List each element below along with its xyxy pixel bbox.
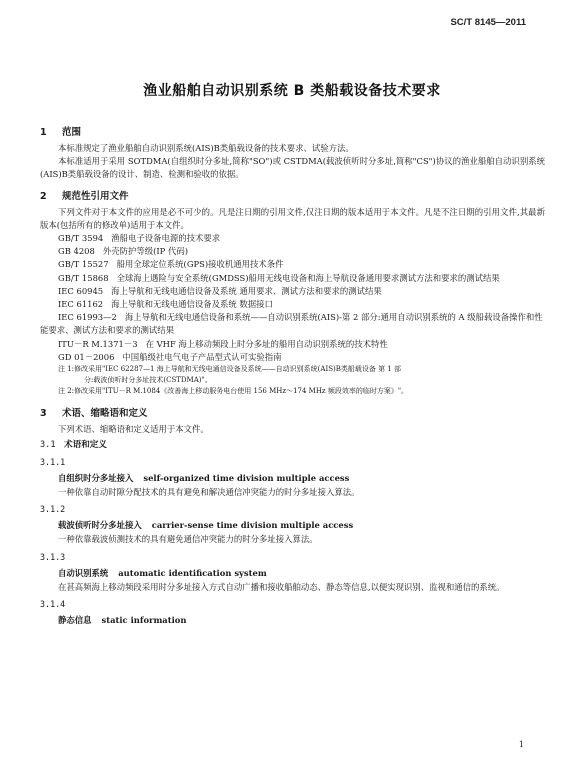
standard-code: SC/T 8145—2011 xyxy=(450,17,526,28)
reference-code: GB/T 3594 xyxy=(58,233,104,244)
reference-code: GB 4208 xyxy=(58,246,95,257)
reference-code: IEC 61162 xyxy=(58,299,104,310)
section-3-heading xyxy=(40,405,545,419)
term-en: static information xyxy=(101,614,187,625)
reference-code: ITU－R M.1371－3 xyxy=(58,338,138,349)
term-zh: 自组织时分多址接入 xyxy=(58,473,134,484)
reference-item xyxy=(40,272,545,285)
term-heading xyxy=(58,471,545,485)
document-body xyxy=(40,118,545,628)
reference-item xyxy=(58,245,545,258)
paragraph: 本标准适用于采用 SOTDMA(自组织时分多址,简称"SO")或 CSTDMA(载波侦听时分多址,简称"CS")协议的渔业船舶自动识别系统(AIS)B类船载设备的设计、制造、检测和验收的依据。 xyxy=(40,156,545,180)
reference-item xyxy=(58,298,545,311)
reference-code: IEC 61993—2 xyxy=(58,312,117,323)
term-heading xyxy=(58,566,545,580)
reference-title: 海上导航和无线电通信设备和系统——自动识别系统(AIS)-第 2 部分:通用自动识别系统的 A 级船载设备操作和性能要求、测试方法和要求的测试结果 xyxy=(40,312,543,336)
paragraph: 下列文件对于本文件的应用是必不可少的。凡是注日期的引用文件,仅注日期的版本适用于本文件。凡是不注日期的引用文件,其最新版本(包括所有的修改单)适用于本文件。 xyxy=(40,206,545,230)
document-title: 渔业船舶自动识别系统 B 类船载设备技术要求 xyxy=(143,83,441,99)
reference-title: 外壳防护等级(IP 代码) xyxy=(102,246,188,257)
section-title: 范围 xyxy=(62,127,82,138)
section-2-heading xyxy=(40,188,545,202)
section-title: 规范性引用文件 xyxy=(62,190,129,202)
note-2: 注 2:修改采用"ITU－R M.1084《改善海上移动服务电台使用 156 MHz～174 MHz 频段效率的临时方案》"。 xyxy=(58,387,409,396)
reference-code: GD 01－2006 xyxy=(58,351,115,362)
section-title: 术语、缩略语和定义 xyxy=(62,408,148,420)
page-number: 1 xyxy=(518,740,524,749)
paragraph: 下列术语、缩略语和定义适用于本文件。 xyxy=(58,424,209,435)
paragraph: 本标准规定了渔业船舶自动识别系统(AIS)B类船载设备的技术要求、试验方法。 xyxy=(58,143,354,153)
reference-item xyxy=(58,351,545,364)
term-zh: 载波侦听时分多址接入 xyxy=(58,520,142,531)
reference-title: 中国船级社电气电子产品型式认可实验指南 xyxy=(122,351,282,362)
term-number: 3.1.2 xyxy=(40,504,66,515)
reference-item xyxy=(58,232,545,245)
reference-title: 渔船电子设备电源的技术要求 xyxy=(111,233,221,244)
section-number: 1 xyxy=(40,127,47,138)
reference-item xyxy=(58,258,545,271)
subsection-title: 术语和定义 xyxy=(64,440,107,451)
term-definition: 一种依靠自动时隙分配技术的具有避免和解决通信冲突能力的时分多址接入算法。 xyxy=(58,487,360,498)
term-en: self-organized time division multiple access xyxy=(143,473,350,484)
term-number: 3.1.1 xyxy=(40,457,66,468)
reference-code: IEC 60945 xyxy=(58,285,104,296)
term-definition: 在甚高频海上移动频段采用时分多址接入方式自动广播和接收船舶动态、静态等信息,以便实现识别、监视和通信的系统。 xyxy=(58,581,505,592)
reference-item xyxy=(58,338,545,351)
term-zh: 静态信息 xyxy=(58,614,92,625)
reference-code: GB/T 15868 xyxy=(58,272,109,283)
term-heading xyxy=(58,613,545,627)
note-1 xyxy=(58,364,545,386)
section-number: 3 xyxy=(40,408,47,420)
term-definition: 一种依靠载波侦测技术的具有避免通信冲突能力的时分多址接入算法。 xyxy=(58,534,318,545)
reference-code: GB/T 15527 xyxy=(58,259,109,270)
section-1-heading xyxy=(40,124,545,138)
reference-title: 海上导航和无线电通信设备及系统 数据接口 xyxy=(111,299,273,310)
reference-title: 在 VHF 海上移动频段上时分多址的船用自动识别系统的技术特性 xyxy=(145,338,388,349)
reference-title: 船用全球定位系统(GPS)接收机通用技术条件 xyxy=(116,259,284,270)
term-en: automatic identification system xyxy=(118,567,267,578)
note-1-line-2: 分:载波侦听时分多址技术(CSTDMA)"。 xyxy=(84,376,212,385)
term-number: 3.1.3 xyxy=(40,551,66,562)
term-number: 3.1.4 xyxy=(40,598,66,609)
term-en: carrier-sense time division multiple access xyxy=(151,520,354,531)
reference-item xyxy=(40,311,545,337)
note-1-line-1: 注 1:修改采用"IEC 62287—1 海上导航和无线电通信设备及系统——自动识别系统(AIS)B类船载设备 第 1 部 xyxy=(58,365,402,374)
reference-item xyxy=(58,285,545,298)
section-number: 2 xyxy=(40,190,47,202)
subsection-3-1-heading xyxy=(40,438,545,452)
term-heading xyxy=(58,518,545,532)
term-zh: 自动识别系统 xyxy=(58,567,109,578)
subsection-number: 3.1 xyxy=(40,440,56,451)
reference-title: 全球海上遇险与安全系统(GMDSS)船用无线电设备和海上导航设备通用要求测试方法和要求的测试结果 xyxy=(116,272,500,283)
reference-title: 海上导航和无线电通信设备及系统 通用要求、测试方法和要求的测试结果 xyxy=(111,285,382,296)
